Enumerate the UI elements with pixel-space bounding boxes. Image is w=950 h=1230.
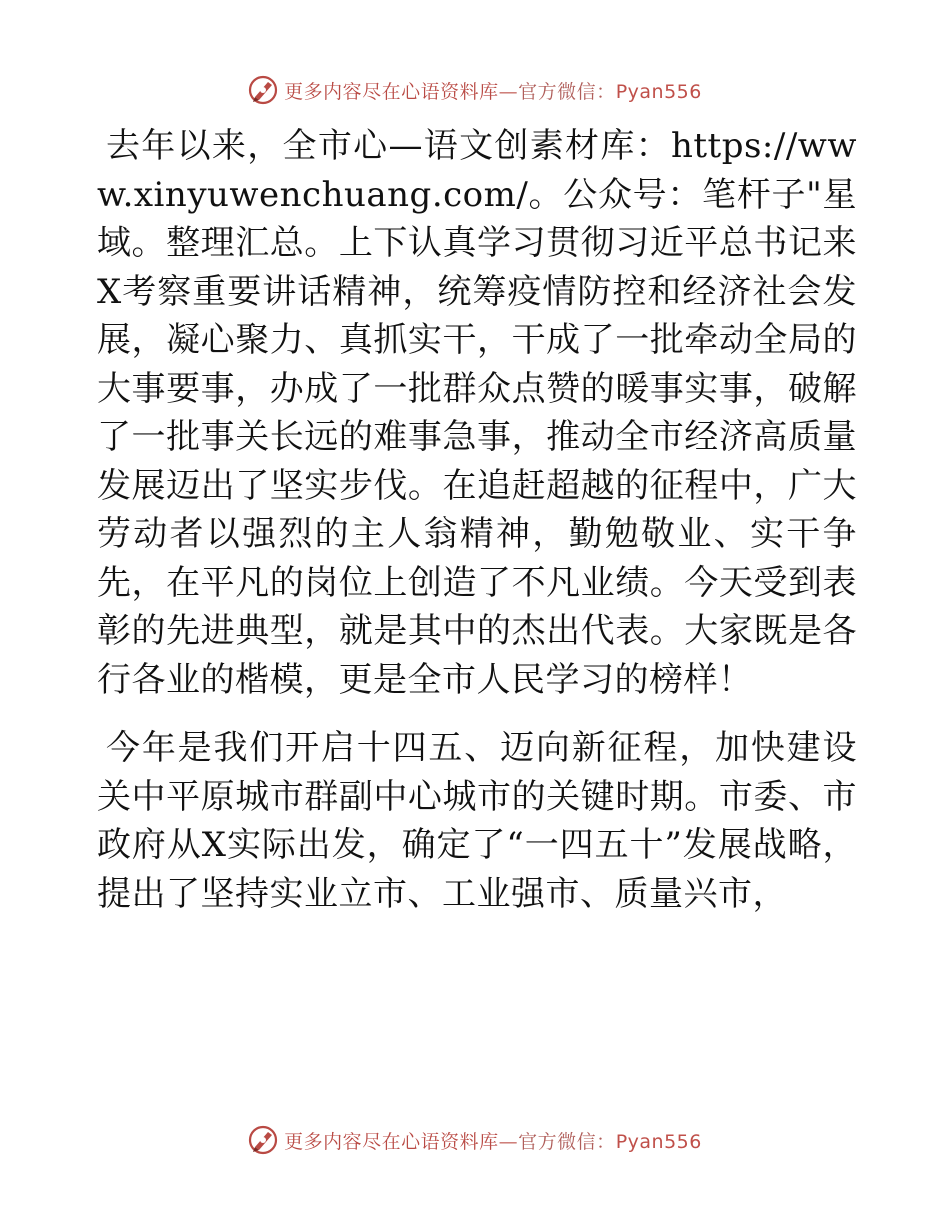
paragraph-2: 今年是我们开启十四五、迈向新征程，加快建设关中平原城市群副中心城市的关键时期。市委、市政府从X实际出发，确定了“一四五十”发展战略，提出了坚持实业立市、工业强市、质量兴市， bbox=[97, 728, 857, 914]
banner-main-text: 更多内容尽在心语资料库 bbox=[284, 80, 499, 103]
banner-separator: — bbox=[498, 80, 519, 103]
paragraph-1: 去年以来，全市心—语文创素材库：https://www.xinyuwenchuang.com/。公众号：笔杆子"星域。整理汇总。上下认真学习贯彻习近平总书记来X考察重要讲话精神，统筹疫情防控和经济社会发展，凝心聚力、真抓实干，干成了一批牵动全局的大事要事，办成了一批群众点赞的暖事实事，破解了一批事关长远的难事急事，推动全市经济高质量发展迈出了坚实步伐。在追赶超越的征程中，广大劳动者以强烈的主人翁精神，勤勉敬业、实干争先，在平凡的岗位上创造了不凡业绩。今天受到表彰的先进典型，就是其中的杰出代表。大家既是各行各业的楷模，更是全市人民学习的榜样！ bbox=[97, 126, 857, 700]
footer-watermark-banner bbox=[0, 1120, 950, 1160]
banner-text bbox=[284, 1127, 702, 1154]
banner-wechat-label: 官方微信： bbox=[518, 1130, 616, 1153]
banner-wechat-id: Pyan556 bbox=[615, 80, 702, 103]
header-watermark-banner bbox=[0, 70, 950, 110]
banner-wechat-label: 官方微信： bbox=[518, 80, 616, 103]
banner-wechat-id: Pyan556 bbox=[615, 1130, 702, 1153]
red-pen-logo-icon bbox=[248, 75, 278, 105]
document-body bbox=[97, 122, 857, 918]
red-pen-logo-icon bbox=[248, 1125, 278, 1155]
banner-text bbox=[284, 77, 702, 104]
banner-main-text: 更多内容尽在心语资料库 bbox=[284, 1130, 499, 1153]
banner-separator: — bbox=[498, 1130, 519, 1153]
